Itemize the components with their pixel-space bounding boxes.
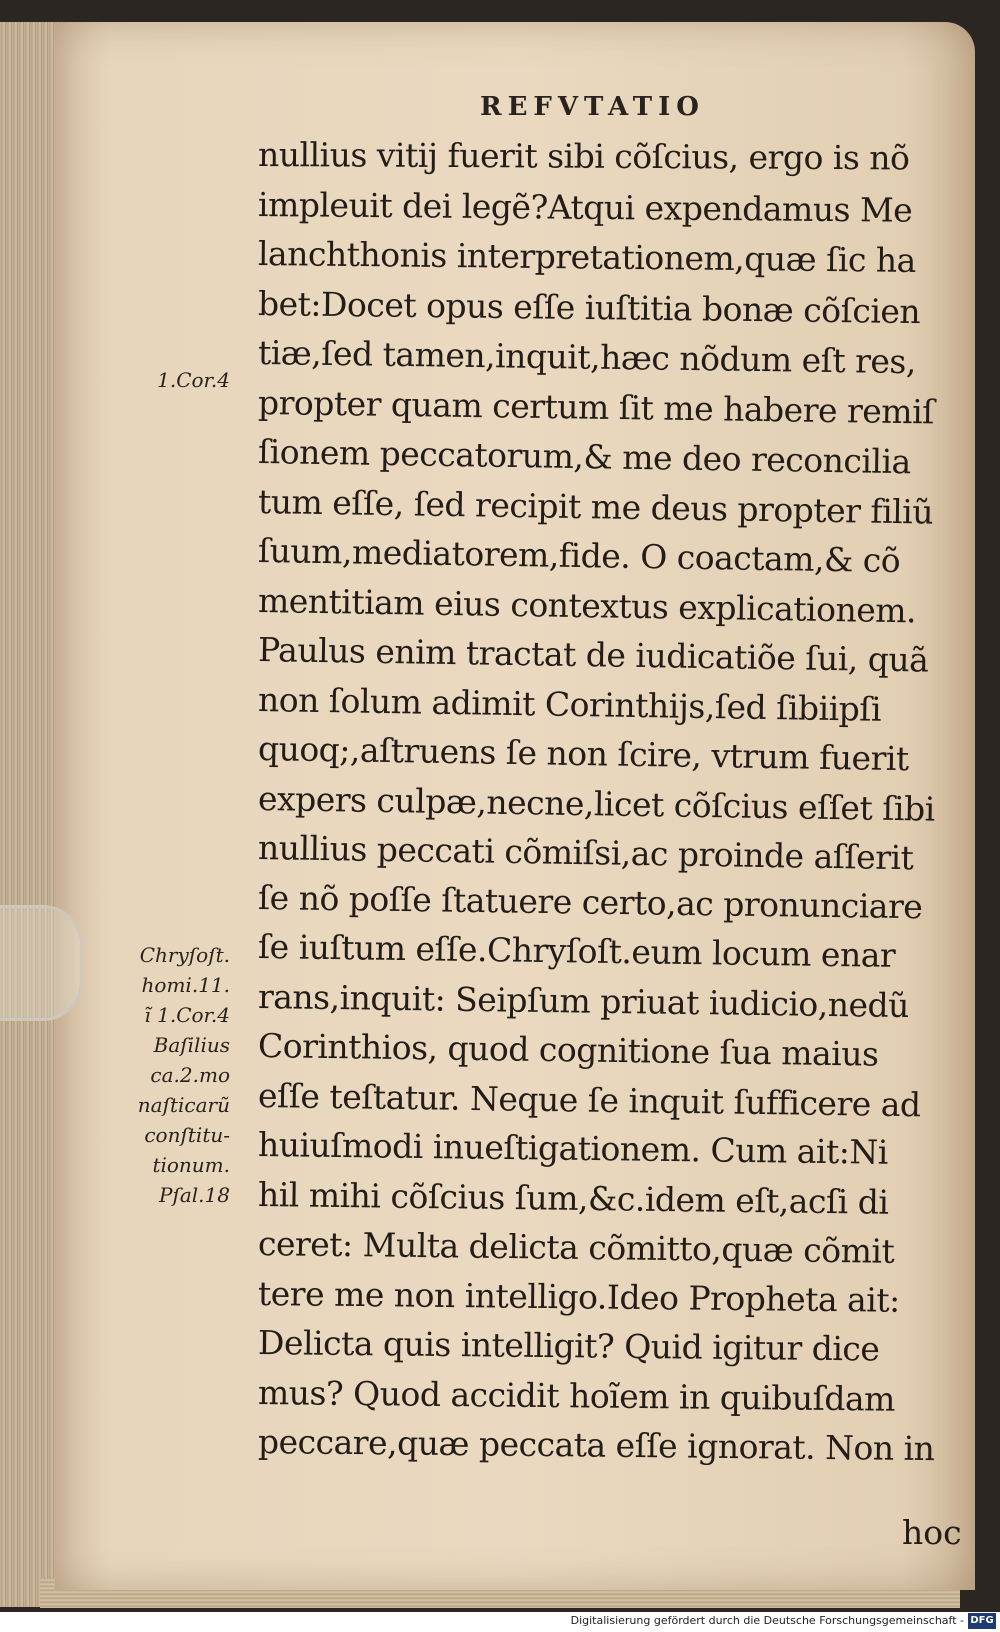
running-title: REFVTATIO: [480, 92, 705, 122]
text-line: ſe iuſtum eſſe.Chryſoſt.eum locum enar: [257, 927, 896, 975]
margin-note-line: naſticarũ: [137, 1093, 230, 1117]
text-line: hil mihi cõſcius ſum,&c.idem eſt,acſi di: [257, 1174, 889, 1222]
margin-note-line: ĩ 1.Cor.4: [144, 1003, 230, 1027]
text-line: quoq;,aſtruens ſe non ſcire, vtrum fuerit: [257, 729, 910, 779]
catchword: hoc: [902, 1513, 962, 1552]
text-line: ſionem peccatorum,& me deo reconcilia: [257, 432, 912, 482]
text-line: expers culpæ,necne,licet cõſcius eſſet ſibi: [257, 778, 936, 829]
text-line: tum eſſe, ſed recipit me deus propter filiũ: [257, 481, 934, 532]
margin-note-line: Chryſoſt.: [139, 943, 230, 967]
book-edge-left: [0, 22, 60, 1607]
margin-note-line: ca.2.mo: [150, 1063, 230, 1087]
body-text: [258, 130, 968, 1467]
funding-credit: Digitalisierung gefördert durch die Deutsche Forschungsgemeinschaft -: [570, 1614, 964, 1627]
text-line: tere me non intelligo.Ideo Propheta ait:: [257, 1273, 900, 1320]
text-line: tiæ,ſed tamen,inquit,hæc nõdum eſt res,: [257, 333, 917, 382]
margin-note-line: Pſal.18: [159, 1183, 230, 1207]
margin-note-line: Baſilius: [153, 1033, 230, 1057]
text-line: Corinthios, quod cognitione ſua maius: [257, 1026, 879, 1074]
text-line: propter quam certum ſit me habere remiſ: [257, 382, 935, 431]
text-line: ceret: Multa delicta cõmitto,quæ cõmit: [257, 1224, 895, 1271]
text-line: bet:Docet opus eſſe iuſtitia bonæ cõſcien: [257, 283, 921, 331]
text-line: mentitiam eius contextus explicationem.: [257, 580, 917, 630]
text-line: huiuſmodi inueſtigationem. Cum ait:Ni: [257, 1125, 889, 1172]
text-line: rans,inquit: Seipſum priuat iudicio,nedũ: [257, 976, 910, 1025]
text-line: Delicta quis intelligit? Quid igitur dice: [257, 1323, 880, 1369]
text-line: impleuit dei legẽ?Atqui expendamus Me: [257, 184, 913, 230]
margin-note-1cor4: 1.Cor.4: [157, 368, 230, 392]
text-line: nullius peccati cõmiſsi,ac proinde aſſerit: [257, 828, 914, 878]
dfg-logo: DFG: [968, 1613, 996, 1629]
text-line: peccare,quæ peccata eſſe ignorat. Non in: [257, 1422, 935, 1469]
margin-notes-block: [118, 940, 230, 1210]
text-line: Paulus enim tractat de iudicatiõe ſui, quã: [257, 630, 929, 680]
text-line: non ſolum adimit Corinthijs,ſed ſibiipſi: [257, 679, 882, 729]
page-clip: [0, 905, 83, 1021]
margin-note-line: homi.11.: [141, 973, 230, 997]
margin-note-line: tionum.: [152, 1153, 230, 1177]
text-line: lanchthonis interpretationem,quæ ſic ha: [257, 234, 917, 280]
text-line: ſe nõ poſſe ſtatuere certo,ac pronunciare: [257, 877, 923, 926]
text-line: ſuum,mediatorem,fide. O coactam,& cõ: [257, 531, 901, 581]
margin-note-line: conſtitu-: [144, 1123, 230, 1147]
text-line: mus? Quod accidit hoĩem in quibuſdam: [257, 1372, 896, 1419]
text-line: eſſe teſtatur. Neque ſe inquit ſufficere ad: [257, 1075, 921, 1124]
text-line: nullius vitij fuerit sibi cõſcius, ergo is nõ: [257, 135, 910, 178]
